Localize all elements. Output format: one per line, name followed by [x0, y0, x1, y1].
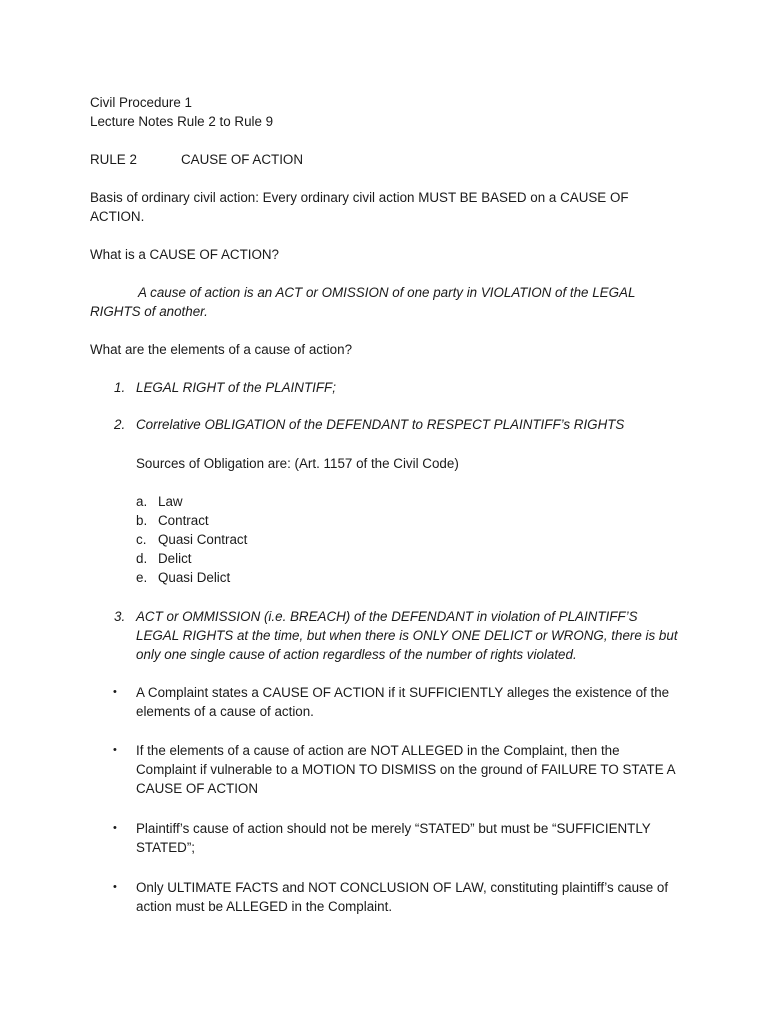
- sources-heading: Sources of Obligation are: (Art. 1157 of the Civil Code): [136, 456, 459, 471]
- element-number: 1.: [114, 380, 126, 395]
- definition-paragraph: [90, 283, 680, 321]
- lecture-subtitle: Lecture Notes Rule 2 to Rule 9: [90, 114, 274, 129]
- rule-heading: [90, 150, 680, 169]
- bullet-text: If the elements of a cause of action are NOT ALLEGED in the Complaint, then the Complaint if vulnerable to a MOTION TO DISMISS on the ground of FAILURE TO STATE A CAUSE OF ACTION: [136, 743, 675, 796]
- question-elements: What are the elements of a cause of action?: [90, 342, 353, 357]
- bullet-text: Only ULTIMATE FACTS and NOT CONCLUSION OF LAW, constituting plaintiff’s cause of action must be ALLEGED in the Complaint.: [136, 880, 669, 914]
- rule-number: RULE 2: [90, 152, 137, 167]
- source-item: Quasi Contract: [158, 532, 248, 547]
- source-letter: e.: [136, 570, 148, 585]
- basis-paragraph: Basis of ordinary civil action: Every ordinary civil action MUST BE BASED on a CAUSE OF ACTION.: [90, 190, 629, 224]
- bullet-text: A Complaint states a CAUSE OF ACTION if it SUFFICIENTLY alleges the existence of the elements of a cause of action.: [136, 685, 670, 719]
- source-item: Contract: [158, 513, 209, 528]
- element-text: Correlative OBLIGATION of the DEFENDANT to RESPECT PLAINTIFF’s RIGHTS: [136, 417, 625, 432]
- source-letter: c.: [136, 532, 147, 547]
- source-item: Delict: [158, 551, 192, 566]
- rule-title: CAUSE OF ACTION: [181, 152, 304, 167]
- bullet-marker: •: [113, 881, 117, 893]
- element-number: 3.: [114, 609, 126, 624]
- source-item: Law: [158, 494, 183, 509]
- source-letter: d.: [136, 551, 148, 566]
- question-what-is: What is a CAUSE OF ACTION?: [90, 247, 279, 262]
- bullet-text: Plaintiff’s cause of action should not be merely “STATED” but must be “SUFFICIENTLY STATED”;: [136, 821, 651, 855]
- element-number: 2.: [114, 417, 126, 432]
- source-item: Quasi Delict: [158, 570, 231, 585]
- source-letter: b.: [136, 513, 148, 528]
- course-title: Civil Procedure 1: [90, 95, 192, 110]
- element-text: ACT or OMMISSION (i.e. BREACH) of the DEFENDANT in violation of PLAINTIFF’S LEGAL RIGHTS at the time, but when there is ONLY ONE DELICT or WRONG, there is but only one single cause of action regardless of the number of rights violated.: [136, 609, 678, 662]
- source-letter: a.: [136, 494, 148, 509]
- bullet-marker: •: [113, 744, 117, 756]
- bullet-marker: •: [113, 822, 117, 834]
- element-text: LEGAL RIGHT of the PLAINTIFF;: [136, 380, 336, 395]
- bullet-marker: •: [113, 686, 117, 698]
- definition-text: A cause of action is an ACT or OMISSION of one party in VIOLATION of the LEGAL RIGHTS of another.: [90, 285, 636, 319]
